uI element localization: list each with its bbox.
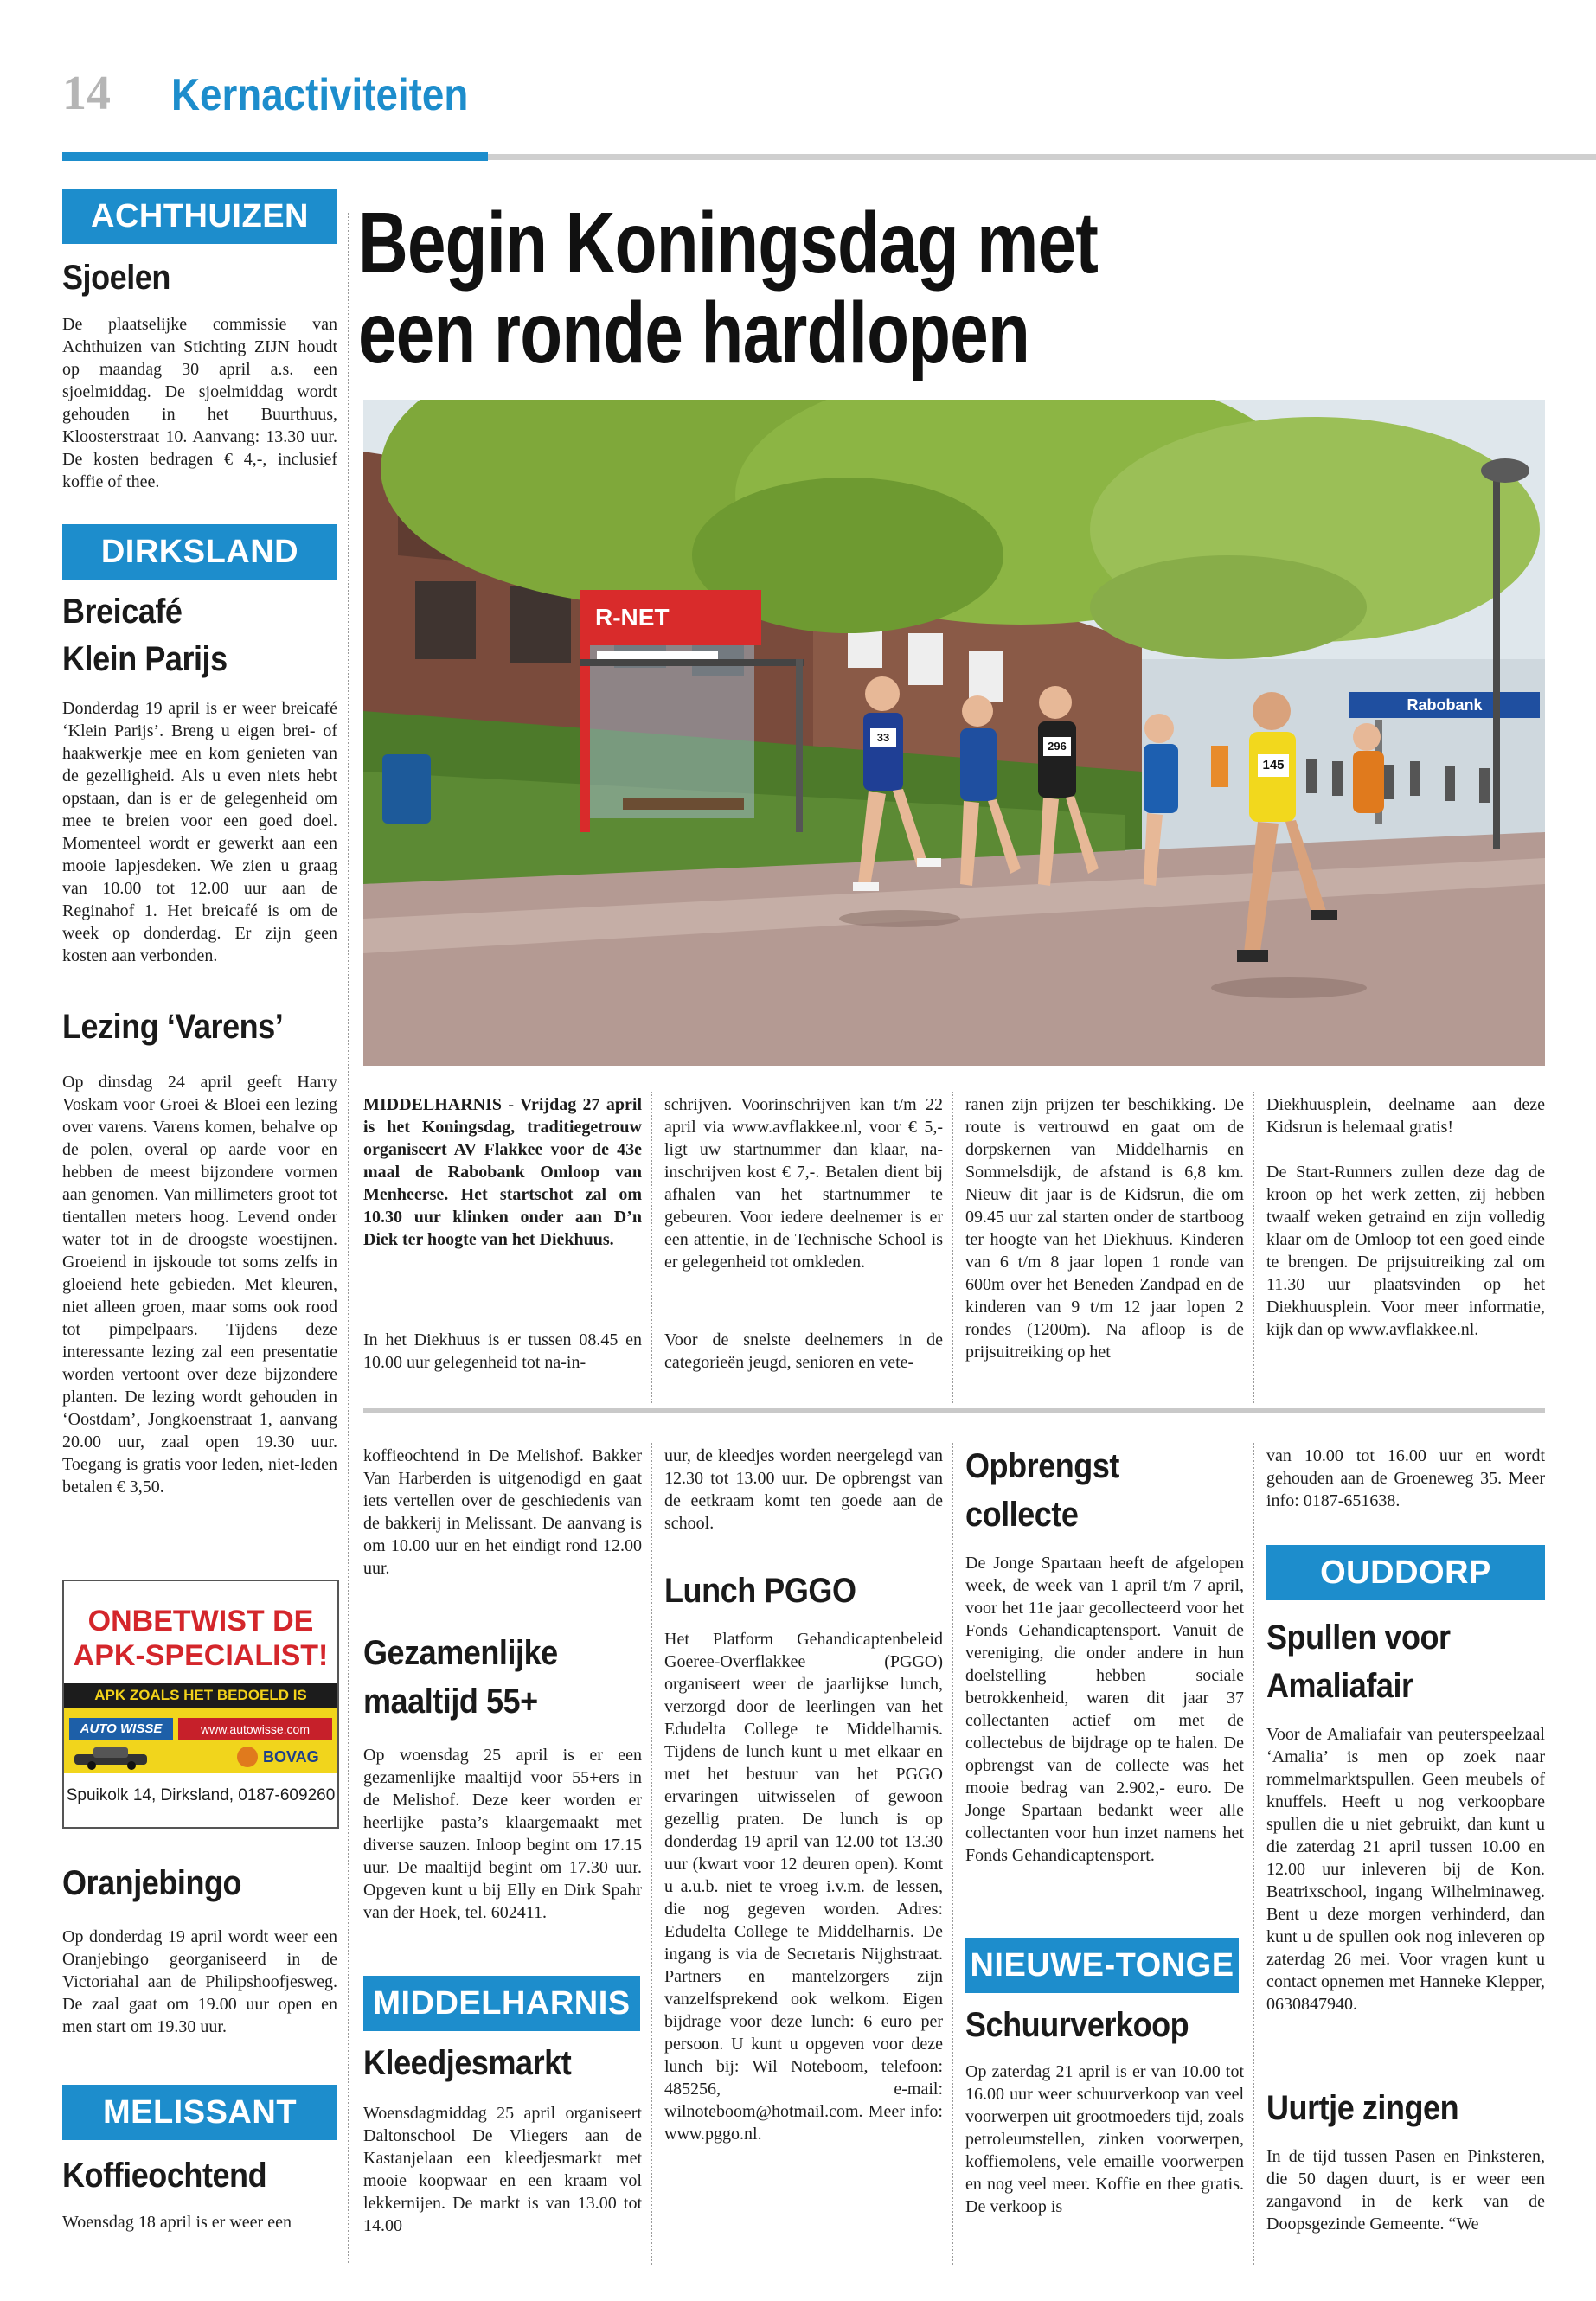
bovag-emblem-icon bbox=[237, 1747, 258, 1767]
melissant-text-continued: koffieochtend in De Melishof. Bakker Van Harberden is uitgenodigd en gaat iets vertellen over de geschiedenis van de bakkerij in Melissant. De aanvang is om 10.00 uur en het eindigt rond 12.00 uur. bbox=[363, 1446, 642, 1578]
ad-band: APK ZOALS HET BEDOELD IS bbox=[64, 1683, 337, 1708]
header-rule bbox=[488, 154, 1596, 160]
header-rule-accent bbox=[62, 152, 488, 161]
dirksland-title-1: Breicafé bbox=[62, 593, 183, 631]
ad-brand-logo: AUTO WISSE bbox=[69, 1718, 173, 1740]
dirksland-text: Donderdag 19 april is er weer breicafé ‘Klein Parijs’. Breng u eigen brei- of haakwerkje mee en kom genieten van de gezelligheid. Als u even niets hebt opstaan, dan is er de gelegenheid om mee te breien voor een goed doel. Momenteel wordt er gewerkt aan een mooie lapjesdeken. We zien u graag van 10.00 tot 12.00 uur aan de Reginahof 1. Het breicafé is om de week op donderdag. Er zijn geen kosten aan verbonden. bbox=[62, 699, 337, 965]
nieuwe-tonge-title: Schuurverkoop bbox=[965, 2006, 1189, 2044]
achthuizen-text: De plaatselijke commissie van Achthuizen van Stichting ZIJN houdt op maandag 30 april a.s. een sjoelmiddag. De sjoelmiddag wordt gehouden in het Buurthuus, Kloosterstraat 10. Aanvang: 13.30 uur. De kosten bedragen € 4,-, inclusief koffie of thee. bbox=[62, 315, 337, 491]
column-divider bbox=[952, 1443, 953, 2265]
photo-bib: 33 bbox=[876, 731, 890, 744]
ad-headline-1: ONBETWIST DE bbox=[87, 1605, 314, 1638]
photo-shelter-sign: R-NET bbox=[595, 604, 670, 631]
apk-advertisement[interactable] bbox=[62, 1580, 339, 1829]
ad-address: Spuikolk 14, Dirksland, 0187-609260 bbox=[66, 1786, 336, 1804]
column-divider bbox=[952, 1092, 953, 1403]
main-col2-p2: Voor de snelste deelnemers in de categorieën jeugd, senioren en vete- bbox=[664, 1330, 943, 1372]
maaltijd-title-2: maaltijd 55+ bbox=[363, 1682, 538, 1721]
main-col4-p1: Diekhuusplein, deelname aan deze Kidsrun is helemaal gratis! bbox=[1266, 1095, 1545, 1137]
photo-finish-banner: Rabobank bbox=[1407, 696, 1483, 714]
middelharnis-text: Woensdagmiddag 25 april organiseert Daltonschool De Vliegers aan de Kastanjelaan een kleedjesmarkt met mooie koopwaar en een kraam vol lekkernijen. De markt is van 13.00 tot 14.00 bbox=[363, 2104, 642, 2235]
middelharnis-title: Kleedjesmarkt bbox=[363, 2044, 572, 2082]
tag-achthuizen: ACHTHUIZEN bbox=[62, 189, 337, 244]
race-photo-illustration bbox=[363, 400, 1545, 1066]
oranjebingo-title: Oranjebingo bbox=[62, 1864, 242, 1902]
section-title: Kernactiviteiten bbox=[171, 70, 469, 120]
middelharnis-text-continued: uur, de kleedjes worden neergelegd van 12.30 tot 13.00 uur. De opbrengst van de eetkraam komt ten goede aan de school. bbox=[664, 1446, 943, 1533]
ouddorp-title-1: Spullen voor bbox=[1266, 1618, 1451, 1657]
ouddorp-title-2: Amaliafair bbox=[1266, 1667, 1413, 1705]
melissant-title: Koffieochtend bbox=[62, 2157, 267, 2195]
tag-melissant: MELISSANT bbox=[62, 2085, 337, 2140]
achthuizen-title: Sjoelen bbox=[62, 259, 170, 297]
uurtje-title: Uurtje zingen bbox=[1266, 2089, 1459, 2127]
main-headline-1: Begin Koningsdag met bbox=[358, 195, 1099, 292]
page-number: 14 bbox=[62, 67, 111, 120]
column-divider bbox=[1253, 1443, 1254, 2265]
column-divider bbox=[348, 213, 349, 2263]
maaltijd-text: Op woensdag 25 april is er een gezamenlijke maaltijd voor 55+ers in de Melishof. Deze keer worden er heerlijke pasta’s klaargemaakt met diverse sauzen. Inloop begint om 17.15 uur. De maaltijd begint om 17.30 uur. Opgeven kunt u bij Elly en Dirk Spahr van der Hoek, tel. 602411. bbox=[363, 1746, 642, 1922]
main-lead: MIDDELHARNIS - Vrijdag 27 april is het Koningsdag, traditiegetrouw organiseert AV Flakkee voor de 43e maal de Rabobank Omloop van Menheerse. Het startschot zal om 10.30 uur klinken onder aan D’n Diek ter hoogte van het Diekhuus. bbox=[363, 1095, 642, 1249]
tag-middelharnis: MIDDELHARNIS bbox=[363, 1976, 640, 2031]
dirksland-title-2: Klein Parijs bbox=[62, 640, 228, 678]
main-col3-p1: ranen zijn prijzen ter beschikking. De route is vertrouwd en gaat om de dorpskernen van Middelharnis en Sommelsdijk, de afstand is 6,8 km. Nieuw dit jaar is de Kidsrun, die om 09.45 uur zal starten onder de startboog ter hoogte van het Diekhuus. Kinderen van 6 t/m 8 jaar lopen 1 ronde van 600m over het Beneden Zandpad en de kinderen van 9 t/m 12 jaar lopen 2 rondes (1200m). Na afloop is de prijsuitreiking op het bbox=[965, 1095, 1244, 1362]
maaltijd-title-1: Gezamenlijke bbox=[363, 1634, 558, 1672]
ad-partner: BOVAG bbox=[263, 1748, 319, 1766]
article-separator bbox=[363, 1408, 1545, 1413]
photo-bib: 296 bbox=[1048, 740, 1067, 753]
oranjebingo-text: Op donderdag 19 april wordt weer een Oranjebingo georganiseerd in de Victoriahal aan de Philipshoofjesweg. De zaal gaat om 19.00 uur open en men start om 19.30 uur. bbox=[62, 1927, 337, 2036]
main-col1-continued: In het Diekhuus is er tussen 08.45 en 10.00 uur gelegenheid tot na-in- bbox=[363, 1330, 642, 1372]
ad-car-icon bbox=[69, 1746, 173, 1770]
melissant-text: Woensdag 18 april is er weer een bbox=[62, 2213, 292, 2232]
collecte-title-1: Opbrengst bbox=[965, 1447, 1119, 1485]
column-divider bbox=[651, 1443, 652, 2265]
ad-bovag-logo bbox=[237, 1744, 332, 1770]
lezing-title: Lezing ‘Varens’ bbox=[62, 1008, 284, 1046]
lezing-text: Op dinsdag 24 april geeft Harry Voskam voor Groei & Bloei een lezing over varens. Varens komen, behalve op de polen, overal op aarde voor en hebben de meest bijzondere vormen aan genomen. Van millimeters groot tot tientallen meters hoog. Levend onder water tot in de droogste woestijnen. Groeiend in ijskoude tot soms zelfs in gloeiend hete gebieden. Met kleuren, niet alleen groen, maar soms ook rood tot pimpelpaars. Tijdens deze interessante lezing zal een presentatie worden vertoont over deze bijzondere planten. De lezing wordt gehouden in ‘Oostdam’, Jongkoenstraat 1, aanvang 20.00 uur, zaal open 19.30 uur. Toegang is gratis voor leden, niet-leden betalen € 3,50. bbox=[62, 1073, 337, 1497]
photo-bib: 145 bbox=[1262, 758, 1285, 772]
race-photo bbox=[363, 400, 1545, 1066]
main-col4 bbox=[1266, 1093, 1545, 1341]
column-divider bbox=[1253, 1092, 1254, 1403]
main-col2-p1: schrijven. Voorinschrijven kan t/m 22 april via www.avflakkee.nl, voor € 5,- ligt uw startnummer dan klaar, na-inschrijven kost € 7,-. Betalen dient bij afhalen van het startnummer te gebeuren. Voor iedere deelnemer is er een attentie, in de Technische School is er gelegenheid tot omkleden. bbox=[664, 1095, 943, 1272]
nieuwe-tonge-text: Op zaterdag 21 april is er van 10.00 tot 16.00 uur weer schuurverkoop van veel voorwerpen uit grootmoeders tijd, zoals petroleumstellen, zinken voorwerpen, koffiemolens, vele emaille voorwerpen en nog veel meer. Koffie en thee gratis. De verkoop is bbox=[965, 2062, 1244, 2216]
tag-nieuwe-tonge: NIEUWE-TONGE bbox=[965, 1938, 1239, 1993]
ad-headline-2: APK-SPECIALIST! bbox=[73, 1639, 329, 1672]
collecte-text: De Jonge Spartaan heeft de afgelopen week, de week van 1 april t/m 7 april, voor het 11e jaar gecollecteerd voor het Fonds Gehandicaptensport. Vanuit de vereniging, die onder andere in hun doelstelling hebben sociale betrokkenheid, waren dit jaar 37 collectanten actief om met de collectebus de bijdrage op te halen. De opbrengst van de collecte was het mooie bedrag van 2.902,- euro. De Jonge Spartaan bedankt weer alle collectanten voor hun inzet namens het Fonds Gehandicaptensport. bbox=[965, 1554, 1244, 1865]
uurtje-text: In de tijd tussen Pasen en Pinksteren, die 50 dagen duurt, is er weer een zangavond in de kerk van de Doopsgezinde Gemeente. “We bbox=[1266, 2147, 1545, 2234]
collecte-title-2: collecte bbox=[965, 1496, 1079, 1534]
tag-ouddorp: OUDDORP bbox=[1266, 1545, 1545, 1600]
ad-strip bbox=[64, 1708, 337, 1773]
nieuwe-tonge-text-continued: van 10.00 tot 16.00 uur en wordt gehouden aan de Groeneweg 35. Meer info: 0187-651638. bbox=[1266, 1446, 1545, 1510]
ouddorp-text: Voor de Amaliafair van peuterspeelzaal ‘Amalia’ is men op zoek naar rommelmarktspullen. Geen meubels of knuffels. Heeft u nog verkoopbare spullen die u niet gebruikt, dan kunt u die zaterdag 21 april tussen 10.00 en 12.00 uur inleveren bij de Kon. Beatrixschool, ingang Wilhelminaweg. Bent u deze morgen verhinderd, dan kunt u de spullen ook nog inleveren op zaterdag 26 mei. Voor vragen kunt u contact opnemen met Hanneke Klepper, 0630847940. bbox=[1266, 1725, 1545, 2014]
lunch-title: Lunch PGGO bbox=[664, 1572, 856, 1610]
main-headline-2: een ronde hardlopen bbox=[358, 285, 1030, 381]
column-divider bbox=[651, 1092, 652, 1403]
main-col4-p2: De Start-Runners zullen deze dag de kroon op het werk zetten, zij hebben twaalf weken getraind en zijn volledig klaar om de Omloop tot een goed einde te brengen. De prijsuitreiking zal om 11.30 uur plaatsvinden op het Diekhuusplein. Voor meer informatie, kijk dan op www.avflakkee.nl. bbox=[1266, 1163, 1545, 1339]
ad-website: www.autowisse.com bbox=[178, 1718, 332, 1740]
lunch-text: Het Platform Gehandicaptenbeleid Goeree-Overflakkee (PGGO) organiseert weer de jaarlijkse lunch, verzorgd door de leerlingen van het Edudelta College te Middelharnis. Tijdens de lunch kunt u met elkaar en met het bestuur van het PGGO ervaringen uitwisselen of gewoon gezellig praten. De lunch is op donderdag 19 april van 12.00 tot 13.30 uur (kwart voor 12 deuren open). Komt u a.u.b. niet te vroeg i.v.m. de lessen, die nog gegeven worden. Adres: Edudelta College te Middelharnis. De ingang is via de Secretaris Nijghstraat. Partners en mantelzorgers zijn vanzelfsprekend ook welkom. Eigen bijdrage voor deze lunch: 6 euro per persoon. U kunt u opgeven voor deze lunch bij: Wil Noteboom, telefoon: 485256, e-mail: wilnoteboom@hotmail.com. Meer info: www.pggo.nl. bbox=[664, 1630, 943, 2144]
tag-dirksland: DIRKSLAND bbox=[62, 524, 337, 580]
